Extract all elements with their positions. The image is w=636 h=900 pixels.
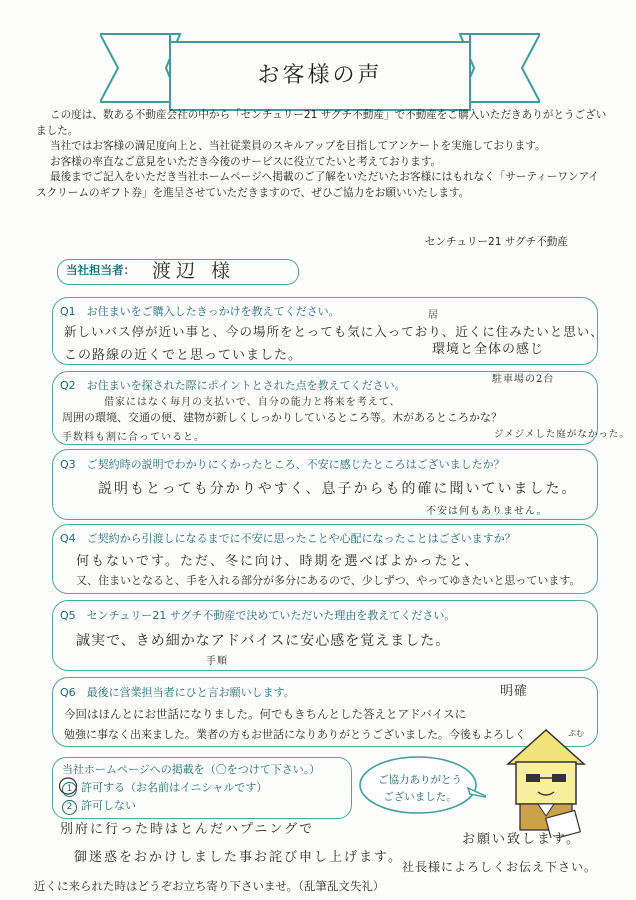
answer-q6-line1: 今回はほんとにお世話になりました。何でもきちんとした答えとアドバイスに	[64, 707, 467, 721]
question-q3: Q3 ご契約時の説明でわかりにくかったところ、不安に感じたところはございましたか？	[60, 458, 505, 471]
permission-option-allow[interactable]	[62, 779, 267, 797]
footer-note-5: 近くに来られた時はどうぞお立ち寄り下さいませ。（乱筆乱文失礼）	[34, 879, 385, 893]
option-number: 1	[62, 782, 77, 797]
answer-q4-line1: 何もないです。ただ、冬に向け、時期を選べばよかったと、	[76, 554, 480, 569]
intro-line: この度は、数ある不動産会社の中から「センチュリー21 サグチ不動産」で不動産をご購入いただきありがとうございました。	[36, 109, 607, 137]
answer-q1-line2: この路線の近くでと思っていました。	[64, 348, 303, 363]
question-q2: Q2 お住まいを探された際にポイントとされた点を教えてください。	[60, 379, 406, 392]
intro-line: 最後までご記入をいただき当社ホームページへ掲載のご了解をいただいたお客様にはもれなく「サーティーワンアイスクリームのギフト券」を進呈させていただきますので、ぜひご協力をお願いいたします。	[36, 171, 599, 199]
staff-name-handwritten: 渡辺 様	[152, 260, 236, 282]
intro-line: お客様の率直なご意見をいただき今後のサービスに役立てたいと考えております。	[50, 155, 442, 168]
answer-q4-line2: 又、住まいとなると、手を入れる部分が多分にあるので、少しずつ、やってゆきたいと思っています。	[76, 574, 581, 587]
answer-q2-note: ジメジメした庭がなかった。	[494, 429, 630, 440]
answer-q2-line1: 借家にはなく毎月の支払いで、自分の能力と将来を考えて、	[104, 397, 401, 408]
permission-option-deny[interactable]	[62, 797, 136, 815]
page-title: お客様の声	[257, 63, 383, 88]
answer-q6-line2: 勉強に事なく出来ました。業者の方もお世話になりありがとうございました。今後もよろしく	[64, 728, 526, 741]
intro-text	[36, 108, 608, 201]
question-q1: Q1 お住まいをご購入したきっかけを教えてください。	[60, 305, 340, 318]
svg-text:ぷむ: ぷむ	[568, 729, 584, 738]
answer-q1-line1: 新しいバス停が近い事と、今の場所をとっても気に入っており、近くに住みたいと思い、	[64, 324, 604, 339]
mascot-illustration	[498, 728, 594, 838]
question-q4: Q4 ご契約から引渡しになるまでに不安に思ったことや心配になったことはございますか？	[60, 532, 516, 545]
thanks-message	[370, 772, 470, 806]
homepage-permission-question: 当社ホームページへの掲載を（〇をつけて下さい。）	[62, 763, 321, 776]
answer-q1-line3: 環境と全体の感じ	[432, 342, 545, 357]
option-label: 許可する（お名前はイニシャルです）	[81, 781, 268, 794]
answer-q3-line1: 説明もとっても分かりやすく、息子からも的確に聞いていました。	[98, 481, 578, 497]
answer-q5-line1: 誠実で、きめ細かなアドバイスに安心感を覚えました。	[76, 633, 451, 649]
answer-q6-note: 明確	[500, 684, 529, 699]
intro-line: 当社ではお客様の満足度向上と、当社従業員のスキルアップを目指してアンケートを実施しております。	[50, 140, 546, 152]
thanks-line: ございました。	[383, 791, 457, 803]
answer-q3-line2: 不安は何もありません。	[426, 506, 548, 517]
footer-note-3: 御迷惑をおかけしました事お詫び申し上げます。	[74, 850, 403, 865]
question-q5: Q5 センチュリー21 サグチ不動産で決めていただいた理由を教えてください。	[60, 609, 456, 622]
footer-note-2: 別府に行った時はとんだハプニングで	[60, 822, 315, 837]
option-label: 許可しない	[81, 799, 136, 812]
company-signature: センチュリー21 サグチ不動産	[424, 236, 568, 248]
footer-note-1: お願い致します。	[462, 832, 581, 847]
staff-label: 当社担当者：	[66, 263, 135, 277]
question-q6: Q6 最後に営業担当者にひと言お願いします。	[60, 686, 295, 699]
selected-circle-mark	[58, 776, 78, 796]
answer-q5-line2: 手順	[206, 656, 228, 667]
answer-q2-line3: 手数料も割に合っていると。	[62, 432, 205, 443]
answer-q2-line2: 周囲の環境、交通の便、建物が新しくしっかりしているところ等。木があるところかな？	[62, 411, 502, 424]
answer-q1-line4: 駐車場の2台	[492, 374, 555, 385]
option-number: 2	[62, 800, 77, 815]
answer-q1-note: 居	[428, 310, 439, 321]
footer-note-4: 社長様によろしくお伝え下さい。	[402, 860, 598, 874]
thanks-line: ご協力ありがとう	[378, 774, 462, 786]
